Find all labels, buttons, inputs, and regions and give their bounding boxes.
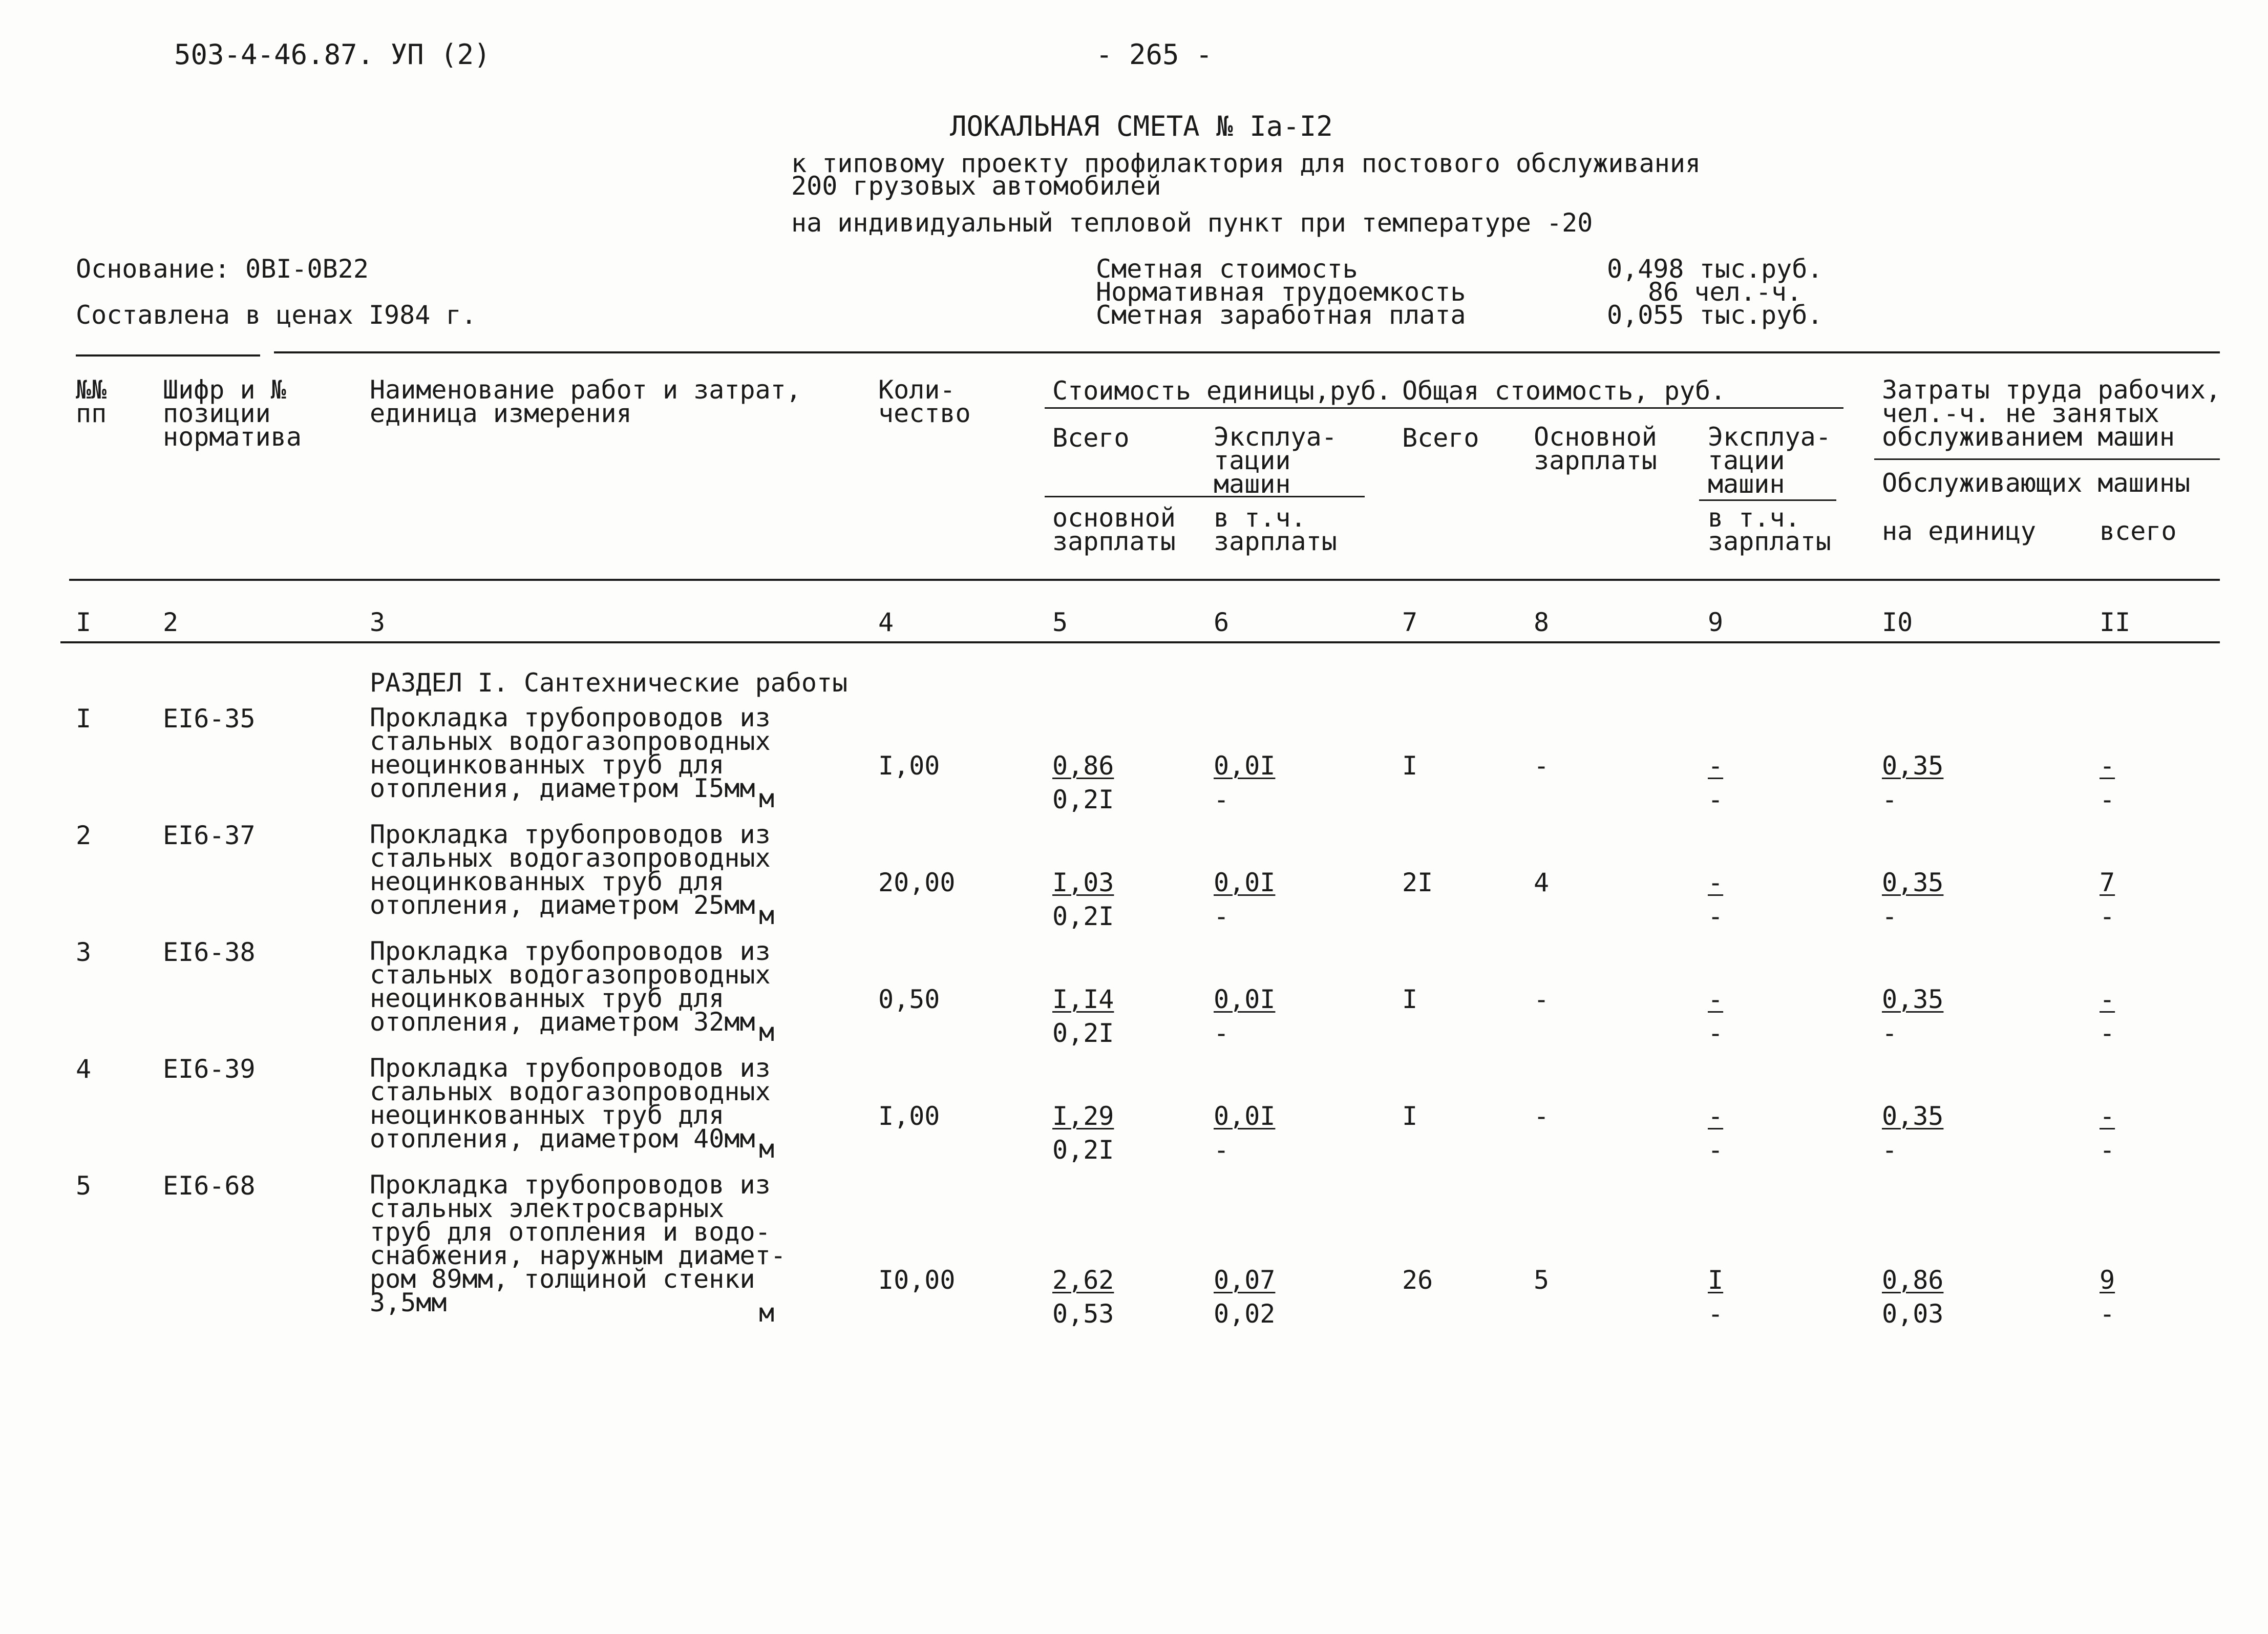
row-total-machine-wage: - — [1708, 785, 1724, 814]
document-code: 503-4-46.87. УП (2) — [174, 38, 491, 71]
row-unit-total: I,I4 — [1052, 984, 1114, 1014]
row-name: Прокладка трубопроводов из стальных водогазопроводных неоцинкованных труб для отопления, диаметром 32мм — [370, 936, 771, 1037]
row-total-wage: - — [1534, 984, 1550, 1014]
rule-c9 — [1699, 499, 1836, 501]
row-unit: м — [759, 900, 775, 930]
row-unit-total: I,03 — [1052, 868, 1114, 897]
col-header-c6-bottom: в т.ч. зарплаты — [1214, 503, 1337, 556]
row-total-machine: - — [1708, 751, 1724, 781]
col-header-c5-top: Всего — [1052, 423, 1130, 453]
col-header-quantity: Коли- чество — [878, 375, 971, 428]
row-code: EI6-35 — [163, 704, 256, 734]
col-header-total-cost: Общая стоимость, руб. — [1402, 376, 1726, 406]
row-labor-per-unit-machine: - — [1882, 785, 1898, 814]
estimate-title: ЛОКАЛЬНАЯ СМЕТА № Iа-I2 — [950, 110, 1333, 142]
row-code: EI6-39 — [163, 1054, 256, 1084]
col-header-unit-cost: Стоимость единицы,руб. — [1052, 376, 1392, 406]
row-labor-per-unit: 0,86 — [1882, 1265, 1944, 1295]
subtitle-line-1: к типовому проекту профилактория для постового обслуживания — [791, 149, 1701, 178]
col-header-c6-top: Эксплуа- тации машин — [1214, 422, 1337, 499]
subtitle-line-2: 200 грузовых автомобилей — [791, 171, 1161, 201]
row-unit: м — [759, 1298, 775, 1328]
rule-top — [274, 351, 2220, 353]
col-header-c7: Всего — [1402, 423, 1479, 453]
wage-label: Сметная заработная плата — [1096, 300, 1466, 330]
wage-value: 0,055 тыс.руб. — [1607, 300, 1823, 330]
row-unit-machine-wage: - — [1214, 1135, 1230, 1165]
col-header-servicing: Обслуживающих машины — [1882, 468, 2191, 498]
row-labor-per-unit-machine: - — [1882, 1135, 1898, 1165]
subtitle-line-3: на индивидуальный тепловой пункт при температуре -20 — [791, 208, 1593, 238]
row-quantity: 20,00 — [878, 868, 956, 897]
labor-value: 86 чел.-ч. — [1648, 277, 1803, 307]
row-labor-per-unit: 0,35 — [1882, 751, 1944, 781]
row-total-wage: - — [1534, 751, 1550, 781]
col-header-all: всего — [2100, 516, 2177, 546]
row-labor-all-machine: - — [2100, 1018, 2115, 1048]
col-header-c8: Основной зарплаты — [1534, 422, 1657, 475]
row-labor-per-unit: 0,35 — [1882, 1101, 1944, 1131]
cost-value: 0,498 тыс.руб. — [1607, 254, 1823, 284]
row-labor-per-unit-machine: - — [1882, 902, 1898, 931]
rule-labor — [1874, 458, 2220, 460]
col-header-per-unit: на единицу — [1882, 516, 2037, 546]
row-quantity: 0,50 — [878, 984, 940, 1014]
row-labor-all-machine: - — [2100, 902, 2115, 931]
col-number: 2 — [163, 607, 179, 637]
row-code: EI6-68 — [163, 1171, 256, 1201]
rule-unit-cost — [1045, 407, 1843, 409]
row-total: I — [1402, 984, 1418, 1014]
col-number: 6 — [1214, 607, 1230, 637]
row-labor-per-unit: 0,35 — [1882, 868, 1944, 897]
row-labor-all: - — [2100, 751, 2115, 781]
row-labor-per-unit-machine: - — [1882, 1018, 1898, 1048]
row-name: Прокладка трубопроводов из стальных водогазопроводных неоцинкованных труб для отопления, диаметром 40мм — [370, 1053, 771, 1154]
row-labor-all: - — [2100, 984, 2115, 1014]
row-unit-machine: 0,0I — [1214, 1101, 1276, 1131]
row-labor-per-unit: 0,35 — [1882, 984, 1944, 1014]
col-header-labor: Затраты труда рабочих, чел.-ч. не занятых обслуживанием машин — [1882, 375, 2221, 452]
row-unit-machine-wage: 0,02 — [1214, 1299, 1276, 1329]
row-total-machine: - — [1708, 868, 1724, 897]
row-name: Прокладка трубопроводов из стальных электросварных труб для отопления и водо- снабжения, наружным диамет- ром 89мм, толщиной стенки 3,5мм — [370, 1170, 786, 1317]
row-name: Прокладка трубопроводов из стальных водогазопроводных неоцинкованных труб для отопления, диаметром I5мм — [370, 703, 771, 803]
row-unit-wage: 0,2I — [1052, 902, 1114, 931]
col-number: 5 — [1052, 607, 1068, 637]
row-unit-total: 0,86 — [1052, 751, 1114, 781]
row-total-machine: I — [1708, 1265, 1724, 1295]
row-number: 3 — [76, 937, 92, 967]
row-total: I — [1402, 1101, 1418, 1131]
row-code: EI6-38 — [163, 937, 256, 967]
row-labor-all-machine: - — [2100, 1135, 2115, 1165]
page-number: - 265 - — [1096, 38, 1213, 71]
row-total-wage: - — [1534, 1101, 1550, 1131]
row-unit-wage: 0,2I — [1052, 785, 1114, 814]
col-number: 9 — [1708, 607, 1724, 637]
col-header-c9-bottom: в т.ч. зарплаты — [1708, 503, 1831, 556]
row-quantity: I0,00 — [878, 1265, 956, 1295]
col-number: I — [76, 607, 92, 637]
row-labor-all: 7 — [2100, 868, 2115, 897]
col-number: 3 — [370, 607, 386, 637]
row-labor-per-unit-machine: 0,03 — [1882, 1299, 1944, 1329]
row-unit: м — [759, 1017, 775, 1047]
col-number: 8 — [1534, 607, 1550, 637]
row-unit-machine: 0,0I — [1214, 751, 1276, 781]
rule-c5-c6 — [1045, 496, 1365, 497]
row-total-machine: - — [1708, 1101, 1724, 1131]
basis-text: Основание: 0BI-0B22 — [76, 254, 369, 284]
row-number: 5 — [76, 1171, 92, 1201]
row-name: Прокладка трубопроводов из стальных водогазопроводных неоцинкованных труб для отопления, диаметром 25мм — [370, 820, 771, 920]
row-unit-wage: 0,53 — [1052, 1299, 1114, 1329]
col-header-name: Наименование работ и затрат, единица измерения — [370, 375, 801, 428]
row-unit: м — [759, 784, 775, 813]
row-unit-machine: 0,0I — [1214, 984, 1276, 1014]
col-number: 4 — [878, 607, 894, 637]
row-unit-machine-wage: - — [1214, 1018, 1230, 1048]
row-code: EI6-37 — [163, 821, 256, 850]
prices-text: Составлена в ценах I984 г. — [76, 300, 477, 330]
row-total-machine-wage: - — [1708, 902, 1724, 931]
row-total: 2I — [1402, 868, 1433, 897]
row-number: 4 — [76, 1054, 92, 1084]
row-unit-machine-wage: - — [1214, 785, 1230, 814]
row-total: 26 — [1402, 1265, 1433, 1295]
cost-label: Сметная стоимость — [1096, 254, 1358, 284]
row-unit-machine-wage: - — [1214, 902, 1230, 931]
row-labor-all: 9 — [2100, 1265, 2115, 1295]
col-header-number: №№ пп — [76, 375, 107, 428]
col-number: 7 — [1402, 607, 1418, 637]
row-labor-all-machine: - — [2100, 1299, 2115, 1329]
row-labor-all-machine: - — [2100, 785, 2115, 814]
row-unit: м — [759, 1134, 775, 1164]
row-total-machine-wage: - — [1708, 1299, 1724, 1329]
row-total-machine: - — [1708, 984, 1724, 1014]
row-quantity: I,00 — [878, 751, 940, 781]
row-unit-machine: 0,07 — [1214, 1265, 1276, 1295]
row-unit-total: I,29 — [1052, 1101, 1114, 1131]
row-labor-all: - — [2100, 1101, 2115, 1131]
row-unit-total: 2,62 — [1052, 1265, 1114, 1295]
col-header-code: Шифр и № позиции норматива — [163, 375, 302, 452]
row-unit-wage: 0,2I — [1052, 1135, 1114, 1165]
rule-numbers-bottom — [60, 641, 2220, 643]
rule-top-left — [76, 354, 260, 357]
row-total-machine-wage: - — [1708, 1135, 1724, 1165]
row-number: I — [76, 704, 92, 734]
row-unit-wage: 0,2I — [1052, 1018, 1114, 1048]
col-number: I0 — [1882, 607, 1913, 637]
row-total: I — [1402, 751, 1418, 781]
row-unit-machine: 0,0I — [1214, 868, 1276, 897]
row-total-wage: 4 — [1534, 868, 1550, 897]
col-number: II — [2100, 607, 2131, 637]
labor-label: Нормативная трудоемкость — [1096, 277, 1466, 307]
rule-header-bottom — [69, 579, 2220, 581]
row-quantity: I,00 — [878, 1101, 940, 1131]
row-total-machine-wage: - — [1708, 1018, 1724, 1048]
row-total-wage: 5 — [1534, 1265, 1550, 1295]
col-header-c9-top: Эксплуа- тации машин — [1708, 422, 1831, 499]
row-number: 2 — [76, 821, 92, 850]
section-title: РАЗДЕЛ I. Сантехнические работы — [370, 668, 848, 698]
col-header-c5-bottom: основной зарплаты — [1052, 503, 1176, 556]
